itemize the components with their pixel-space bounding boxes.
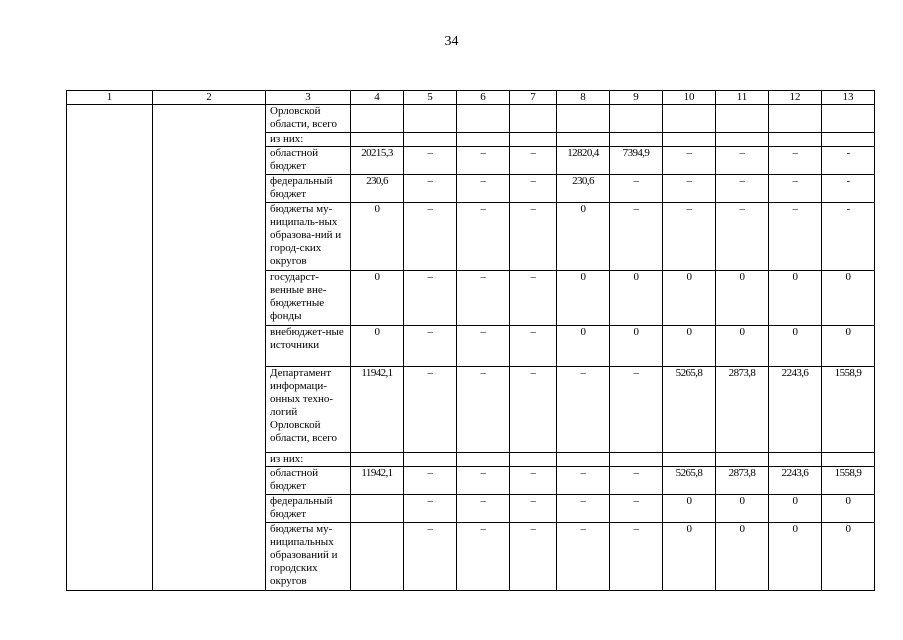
value-cell-col-13: - [822, 147, 875, 175]
value-cell-col-11: 0 [716, 495, 769, 523]
value-cell-col-10: 5265,8 [663, 367, 716, 453]
column-header-8: 8 [557, 91, 610, 105]
value-cell-col-7: – [510, 367, 557, 453]
value-cell-col-9: – [610, 523, 663, 591]
value-cell-col-5 [404, 133, 457, 147]
value-cell-col-4: 0 [351, 326, 404, 367]
value-cell-col-5: – [404, 367, 457, 453]
value-cell-col-13: 1558,9 [822, 467, 875, 495]
value-cell-col-9: 0 [610, 271, 663, 326]
value-cell-col-13 [822, 133, 875, 147]
row-label: бюджеты му-ниципаль-ных образова-ний и город-ских округов [266, 203, 351, 271]
value-cell-col-5: – [404, 175, 457, 203]
column-header-10: 10 [663, 91, 716, 105]
value-cell-col-5: – [404, 326, 457, 367]
value-cell-col-10: 0 [663, 523, 716, 591]
value-cell-col-8: 0 [557, 271, 610, 326]
value-cell-col-7: – [510, 467, 557, 495]
merged-cell-col-1 [67, 105, 153, 591]
value-cell-col-10: 0 [663, 326, 716, 367]
value-cell-col-9 [610, 105, 663, 133]
column-header-13: 13 [822, 91, 875, 105]
value-cell-col-4: 11942,1 [351, 467, 404, 495]
value-cell-col-11 [716, 105, 769, 133]
value-cell-col-4 [351, 453, 404, 467]
value-cell-col-7 [510, 453, 557, 467]
budget-table [66, 90, 875, 591]
value-cell-col-6 [457, 133, 510, 147]
value-cell-col-13: - [822, 175, 875, 203]
column-header-9: 9 [610, 91, 663, 105]
row-label: из них: [266, 453, 351, 467]
value-cell-col-11: – [716, 147, 769, 175]
column-header-11: 11 [716, 91, 769, 105]
value-cell-col-12: – [769, 175, 822, 203]
value-cell-col-7: – [510, 203, 557, 271]
value-cell-col-5: – [404, 203, 457, 271]
value-cell-col-11: – [716, 175, 769, 203]
value-cell-col-9: – [610, 175, 663, 203]
row-label: Орловской области, всего [266, 105, 351, 133]
value-cell-col-11: – [716, 203, 769, 271]
value-cell-col-6 [457, 453, 510, 467]
value-cell-col-7: – [510, 271, 557, 326]
value-cell-col-6: – [457, 467, 510, 495]
value-cell-col-5: – [404, 495, 457, 523]
value-cell-col-9 [610, 133, 663, 147]
value-cell-col-7: – [510, 326, 557, 367]
value-cell-col-6: – [457, 367, 510, 453]
value-cell-col-8: – [557, 523, 610, 591]
value-cell-col-9: 7394,9 [610, 147, 663, 175]
value-cell-col-8: 12820,4 [557, 147, 610, 175]
value-cell-col-6: – [457, 495, 510, 523]
value-cell-col-8: – [557, 495, 610, 523]
value-cell-col-13 [822, 453, 875, 467]
value-cell-col-12: 0 [769, 326, 822, 367]
value-cell-col-9 [610, 453, 663, 467]
value-cell-col-12 [769, 105, 822, 133]
column-header-6: 6 [457, 91, 510, 105]
column-header-3: 3 [266, 91, 351, 105]
value-cell-col-5: – [404, 271, 457, 326]
value-cell-col-4 [351, 523, 404, 591]
value-cell-col-7 [510, 105, 557, 133]
value-cell-col-6: – [457, 147, 510, 175]
value-cell-col-7: – [510, 147, 557, 175]
value-cell-col-4: 20215,3 [351, 147, 404, 175]
value-cell-col-10: 0 [663, 271, 716, 326]
value-cell-col-11: 0 [716, 523, 769, 591]
value-cell-col-7: – [510, 175, 557, 203]
value-cell-col-10 [663, 453, 716, 467]
value-cell-col-8: 0 [557, 203, 610, 271]
column-header-4: 4 [351, 91, 404, 105]
row-label: государст-венные вне-бюджетные фонды [266, 271, 351, 326]
row-label: из них: [266, 133, 351, 147]
merged-cell-col-2 [153, 105, 266, 591]
row-label: областной бюджет [266, 467, 351, 495]
value-cell-col-4: 11942,1 [351, 367, 404, 453]
value-cell-col-10: 5265,8 [663, 467, 716, 495]
value-cell-col-13: 0 [822, 271, 875, 326]
value-cell-col-13: 0 [822, 523, 875, 591]
value-cell-col-12: 2243,6 [769, 367, 822, 453]
value-cell-col-6: – [457, 271, 510, 326]
value-cell-col-6: – [457, 326, 510, 367]
value-cell-col-4 [351, 495, 404, 523]
value-cell-col-5: – [404, 147, 457, 175]
value-cell-col-12 [769, 133, 822, 147]
value-cell-col-8: – [557, 367, 610, 453]
value-cell-col-8: 0 [557, 326, 610, 367]
column-header-row [67, 91, 875, 105]
value-cell-col-8 [557, 453, 610, 467]
value-cell-col-13 [822, 105, 875, 133]
value-cell-col-7: – [510, 495, 557, 523]
value-cell-col-11: 0 [716, 326, 769, 367]
value-cell-col-13: 0 [822, 326, 875, 367]
value-cell-col-8: – [557, 467, 610, 495]
value-cell-col-8: 230,6 [557, 175, 610, 203]
value-cell-col-5 [404, 453, 457, 467]
value-cell-col-6 [457, 105, 510, 133]
value-cell-col-4: 230,6 [351, 175, 404, 203]
value-cell-col-9: – [610, 203, 663, 271]
value-cell-col-9: – [610, 367, 663, 453]
value-cell-col-4: 0 [351, 271, 404, 326]
row-label: Департамент информаци-онных техно-логий Орловской области, всего [266, 367, 351, 453]
value-cell-col-12: 2243,6 [769, 467, 822, 495]
value-cell-col-8 [557, 133, 610, 147]
row-label: федеральный бюджет [266, 495, 351, 523]
row-label: федеральный бюджет [266, 175, 351, 203]
value-cell-col-12: – [769, 147, 822, 175]
value-cell-col-11: 2873,8 [716, 467, 769, 495]
value-cell-col-13: 0 [822, 495, 875, 523]
value-cell-col-12 [769, 453, 822, 467]
value-cell-col-9: – [610, 467, 663, 495]
value-cell-col-5: – [404, 523, 457, 591]
value-cell-col-8 [557, 105, 610, 133]
table-row [67, 105, 875, 133]
value-cell-col-6: – [457, 175, 510, 203]
value-cell-col-5 [404, 105, 457, 133]
value-cell-col-11 [716, 133, 769, 147]
value-cell-col-4 [351, 105, 404, 133]
value-cell-col-12: 0 [769, 523, 822, 591]
column-header-7: 7 [510, 91, 557, 105]
value-cell-col-10: – [663, 175, 716, 203]
page-number: 34 [444, 34, 459, 49]
column-header-5: 5 [404, 91, 457, 105]
value-cell-col-9: – [610, 495, 663, 523]
row-label: бюджеты му-ниципальных образований и городских округов [266, 523, 351, 591]
value-cell-col-6: – [457, 203, 510, 271]
value-cell-col-12: 0 [769, 271, 822, 326]
value-cell-col-13: 1558,9 [822, 367, 875, 453]
value-cell-col-10: – [663, 147, 716, 175]
value-cell-col-12: – [769, 203, 822, 271]
value-cell-col-10: 0 [663, 495, 716, 523]
value-cell-col-11 [716, 453, 769, 467]
value-cell-col-9: 0 [610, 326, 663, 367]
value-cell-col-11: 2873,8 [716, 367, 769, 453]
value-cell-col-10 [663, 105, 716, 133]
value-cell-col-4: 0 [351, 203, 404, 271]
value-cell-col-10: – [663, 203, 716, 271]
value-cell-col-12: 0 [769, 495, 822, 523]
value-cell-col-5: – [404, 467, 457, 495]
row-label: внебюджет-ные источники [266, 326, 351, 367]
value-cell-col-10 [663, 133, 716, 147]
row-label: областной бюджет [266, 147, 351, 175]
value-cell-col-7 [510, 133, 557, 147]
value-cell-col-6: – [457, 523, 510, 591]
column-header-12: 12 [769, 91, 822, 105]
value-cell-col-13: - [822, 203, 875, 271]
column-header-1: 1 [67, 91, 153, 105]
value-cell-col-11: 0 [716, 271, 769, 326]
value-cell-col-4 [351, 133, 404, 147]
value-cell-col-7: – [510, 523, 557, 591]
column-header-2: 2 [153, 91, 266, 105]
